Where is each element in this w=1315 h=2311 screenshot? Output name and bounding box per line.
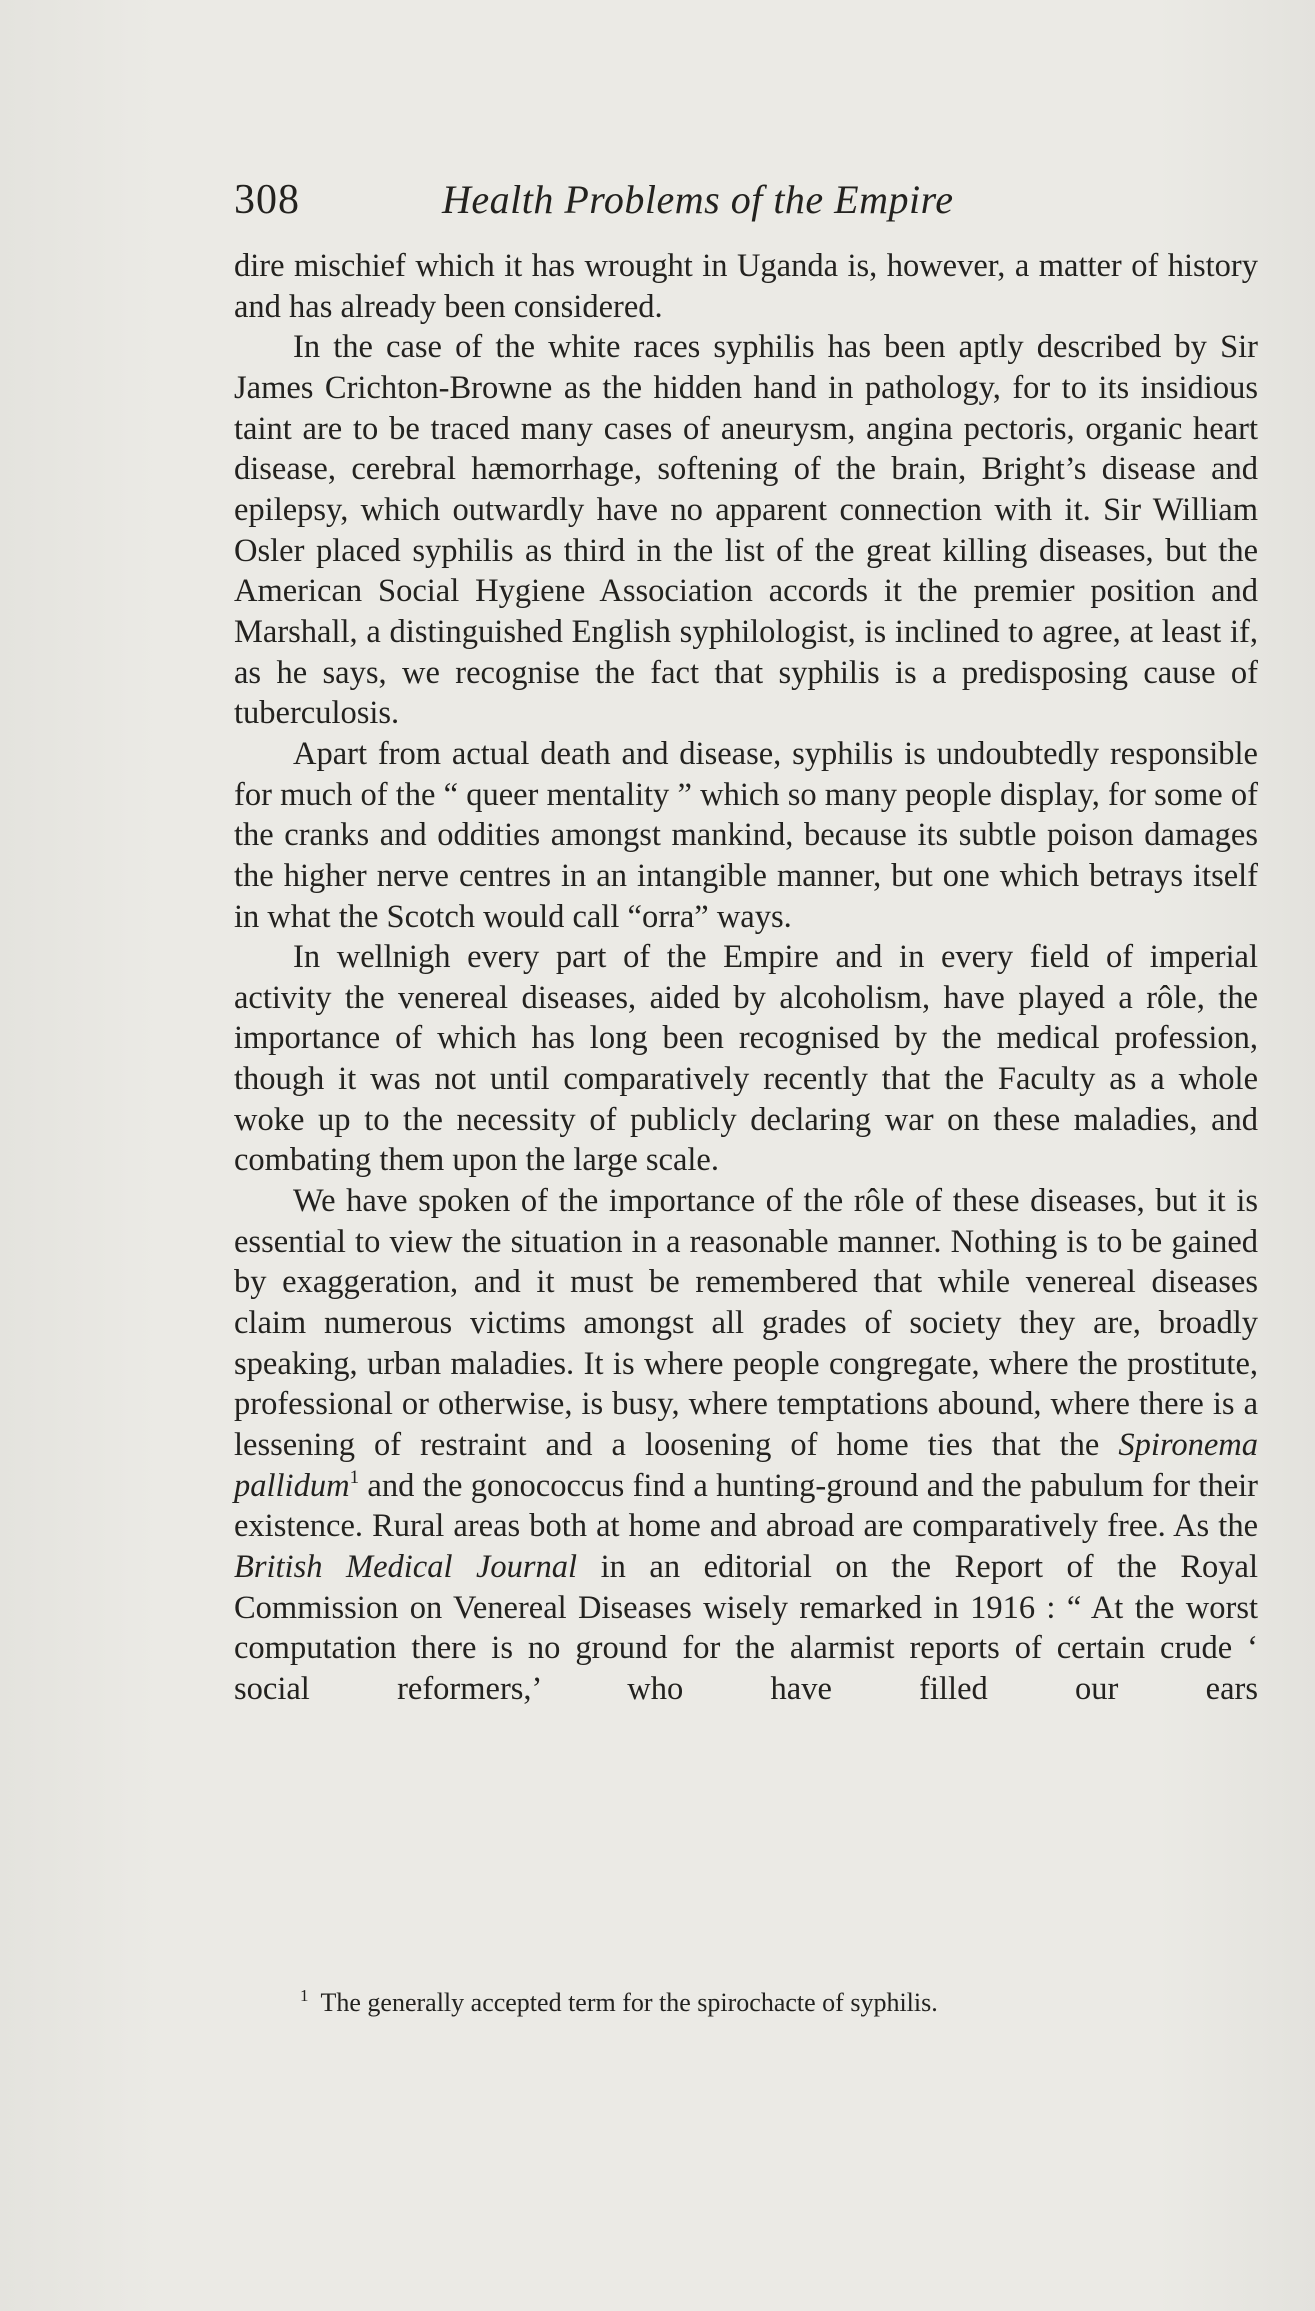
paragraph-text: Apart from actual death and disease, syphilis is undoubtedly responsible for much of the “ queer mentality ” which so many people display, for some of the cranks and oddities amongst mankind, because its subtle poison damages the higher nerve centres in an intangible manner, but one which betrays itself in what the Scotch would call “orra” ways. [234, 735, 1258, 935]
paragraph-5 [234, 1181, 1258, 1710]
body-text [234, 246, 1258, 1710]
paragraph-text: We have spoken of the importance of the rôle of these diseases, but it is essential to view the situation in a reasonable manner. Nothing is to be gained by exaggeration, and it must be remembered that while venereal diseases claim numerous victims amongst all grades of society they are, broadly speaking, urban maladies. It is where people congregate, where the prostitute, professional or otherwise, is busy, where temptations abound, where there is a lessening of restraint and a loosening of home ties that the [234, 1183, 1258, 1464]
paragraph-text: in an editorial on the Report of the Royal Commission on Venereal Diseases wisely remarked in 1916 : “ At the worst computation there is no ground for the alarmist reports of certain crude ‘ social reformers,’ who have filled our ears [234, 1549, 1258, 1707]
running-title: Health Problems of the Empire [442, 177, 954, 222]
page-number: 308 [234, 177, 300, 223]
paragraph-text: dire mischief which it has wrought in Uganda is, however, a matter of history and has already been considered. [234, 248, 1258, 325]
paragraph-text: and the gonococcus find a hunting-ground and the pabulum for their existence. Rural areas both at home and abroad are comparatively free. As the [234, 1467, 1258, 1545]
footnote-marker: 1 [300, 1986, 309, 2005]
footnote [300, 1986, 1230, 2020]
paragraph-3 [234, 734, 1258, 937]
italic-text: Spironema pallidum [234, 1427, 1258, 1504]
italic-text: British Medical Journal [234, 1549, 578, 1585]
paragraph-text: In the case of the white races syphilis has been aptly described by Sir James Crichton-Browne as the hidden hand in pathology, for to its insidious taint are to be traced many cases of aneurysm, angina pectoris, organic heart disease, cerebral hæmorrhage, softening of the brain, Bright’s disease and epilepsy, which outwardly have no apparent connection with it. Sir William Osler placed syphilis as third in the list of the great killing diseases, but the American Social Hygiene Association accords it the premier position and Marshall, a distinguished English syphilologist, is inclined to agree, at least if, as he says, we recognise the fact that syphilis is a predisposing cause of tuberculosis. [234, 329, 1258, 732]
footnote-reference: 1 [349, 1466, 360, 1488]
paragraph-2 [234, 327, 1258, 734]
paragraph-text: In wellnigh every part of the Empire and in every field of imperial activity the venereal diseases, aided by alcoholism, have played a rôle, the importance of which has long been recognised by the medical profession, though it was not until comparatively recently that the Faculty as a whole woke up to the necessity of publicly declaring war on these maladies, and combating them upon the large scale. [234, 939, 1258, 1179]
footnote-text: The generally accepted term for the spirochacte of syphilis. [320, 1988, 938, 2017]
running-header [234, 172, 1074, 232]
paragraph-4 [234, 937, 1258, 1181]
paragraph-1 [234, 246, 1258, 327]
